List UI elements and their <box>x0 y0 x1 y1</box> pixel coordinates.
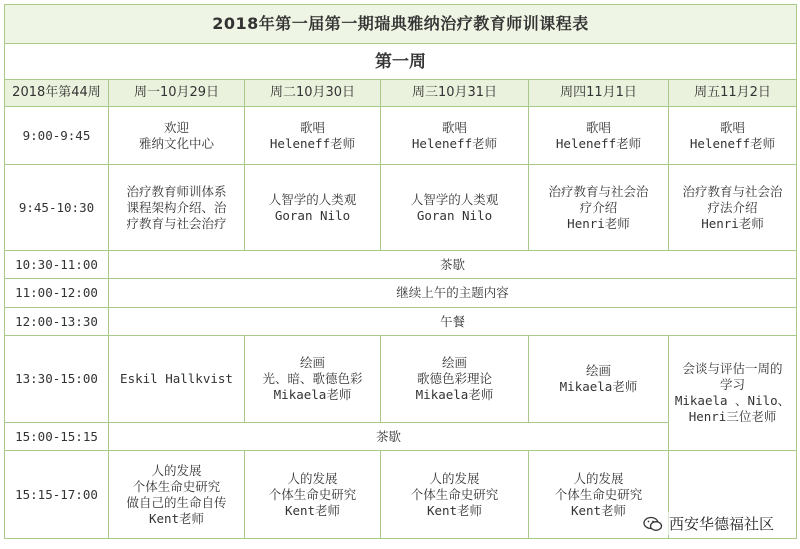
session-cell: 歌唱 Heleneff老师 <box>245 107 381 165</box>
session-cell: 绘画 光、暗、歌德色彩 Mikaela老师 <box>245 336 381 423</box>
header-tue: 周二10月30日 <box>245 80 381 107</box>
session-cell: 绘画 Mikaela老师 <box>529 336 669 423</box>
session-cell: 人智学的人类观 Goran Nilo <box>381 165 529 251</box>
time-cell: 13:30-15:00 <box>5 336 109 423</box>
session-cell: 歌唱 Heleneff老师 <box>529 107 669 165</box>
time-cell: 9:00-9:45 <box>5 107 109 165</box>
header-week: 2018年第44周 <box>5 80 109 107</box>
time-cell: 12:00-13:30 <box>5 308 109 336</box>
lunch-cell: 午餐 <box>109 308 797 336</box>
schedule-table <box>4 4 797 539</box>
table-row <box>5 107 797 165</box>
time-cell: 11:00-12:00 <box>5 279 109 308</box>
header-thu: 周四11月1日 <box>529 80 669 107</box>
watermark-text: 西安华德福社区 <box>668 515 774 533</box>
session-cell: 绘画 歌德色彩理论 Mikaela老师 <box>381 336 529 423</box>
header-row <box>5 80 797 107</box>
schedule-title: 2018年第一届第一期瑞典雅纳治疗教育师训课程表 <box>5 5 797 44</box>
session-cell: 治疗教育师训体系 课程架构介绍、治 疗教育与社会治疗 <box>109 165 245 251</box>
table-row <box>5 165 797 251</box>
break-cell: 茶歇 <box>109 423 669 451</box>
session-cell: 治疗教育与社会治 疗介绍 Henri老师 <box>529 165 669 251</box>
time-cell: 9:45-10:30 <box>5 165 109 251</box>
session-cell: 人的发展 个体生命史研究 做自己的生命自传 Kent老师 <box>109 451 245 539</box>
session-cell: Eskil Hallkvist <box>109 336 245 423</box>
session-cell: 歌唱 Heleneff老师 <box>381 107 529 165</box>
time-cell: 10:30-11:00 <box>5 251 109 279</box>
session-cell: 继续上午的主题内容 <box>109 279 797 308</box>
time-cell: 15:15-17:00 <box>5 451 109 539</box>
table-row <box>5 279 797 308</box>
session-cell: 会谈与评估一周的 学习 Mikaela 、Nilo、 Henri三位老师 <box>669 336 797 451</box>
wechat-icon <box>643 516 663 532</box>
session-cell: 人智学的人类观 Goran Nilo <box>245 165 381 251</box>
session-cell: 歌唱 Heleneff老师 <box>669 107 797 165</box>
header-mon: 周一10月29日 <box>109 80 245 107</box>
table-row <box>5 308 797 336</box>
session-cell: 治疗教育与社会治 疗法介绍 Henri老师 <box>669 165 797 251</box>
time-cell: 15:00-15:15 <box>5 423 109 451</box>
header-wed: 周三10月31日 <box>381 80 529 107</box>
break-cell: 茶歇 <box>109 251 797 279</box>
session-cell: 人的发展 个体生命史研究 Kent老师 <box>381 451 529 539</box>
table-row <box>5 251 797 279</box>
header-fri: 周五11月2日 <box>669 80 797 107</box>
table-row <box>5 336 797 423</box>
session-cell: 人的发展 个体生命史研究 Kent老师 <box>245 451 381 539</box>
watermark <box>639 512 778 535</box>
session-cell: 欢迎 雅纳文化中心 <box>109 107 245 165</box>
week-label: 第一周 <box>5 44 797 80</box>
session-cell: 人的发展 个体生命史研究 Kent老师 <box>529 451 669 539</box>
